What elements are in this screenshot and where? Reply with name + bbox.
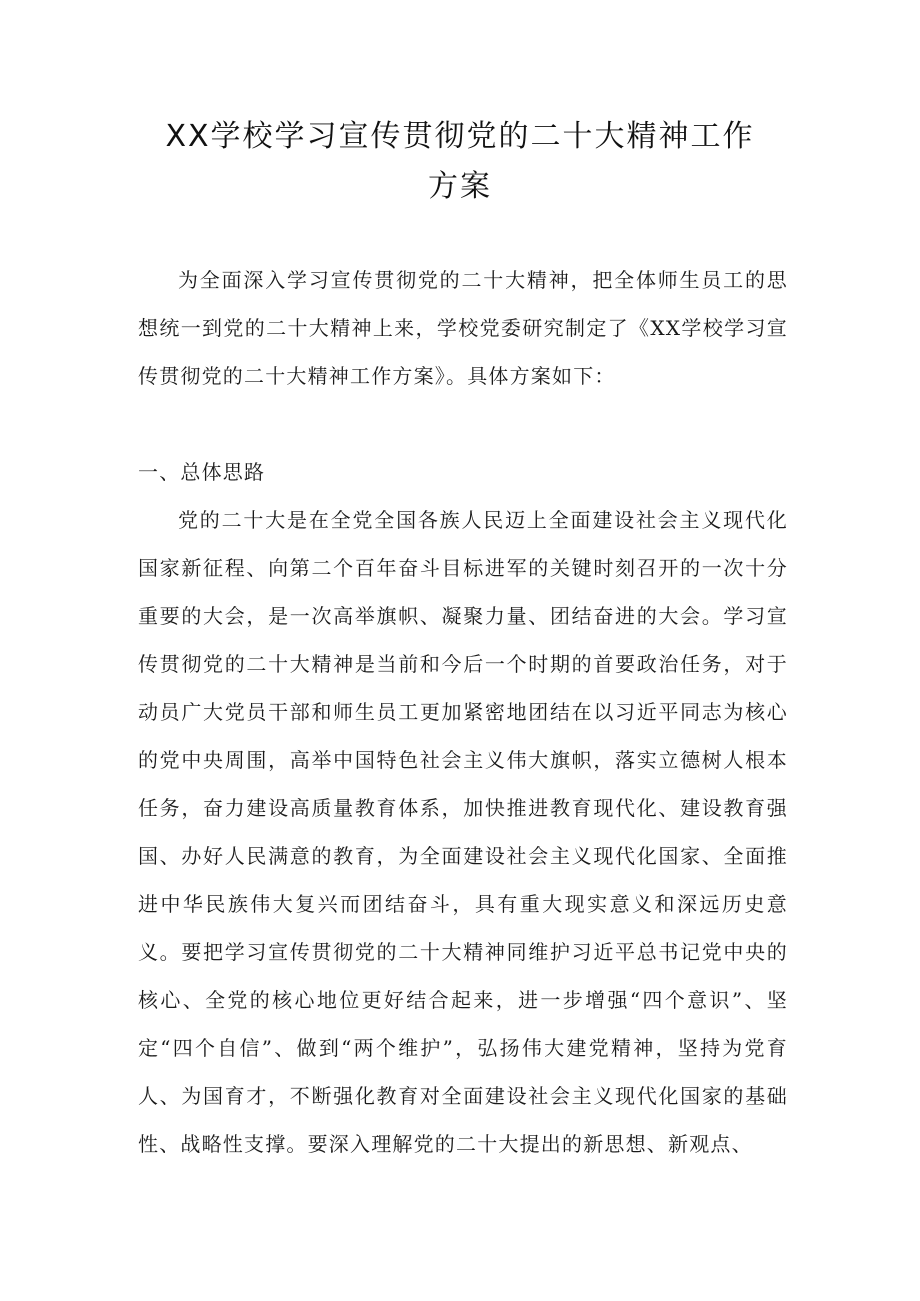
title-line-1: XX学校学习宣传贯彻党的二十大精神工作 <box>165 119 755 154</box>
section-paragraph: 党的二十大是在全党全国各族人民迈上全面建设社会主义现代化国家新征程、向第二个百年奋斗目标进军的关键时刻召开的一次十分重要的大会，是一次高举旗帜、凝聚力量、团结奋进的大会。学习宣传贯彻党的二十大精神是当前和今后一个时期的首要政治任务，对于动员广大党员干部和师生员工更加紧密地团结在以习近平同志为核心的党中央周围，高举中国特色社会主义伟大旗帜，落实立德树人根本任务，奋力建设高质量教育体系，加快推进教育现代化、建设教育强国、办好人民满意的教育，为全面建设社会主义现代化国家、全面推进中华民族伟大复兴而团结奋斗，具有重大现实意义和深远历史意义。要把学习宣传贯彻党的二十大精神同维护习近平总书记党中央的核心、全党的核心地位更好结合起来，进一步增强“四个意识”、坚定“四个自信”、做到“两个维护”，弘扬伟大建党精神，坚持为党育人、为国育才，不断强化教育对全面建设社会主义现代化国家的基础性、战略性支撑。要深入理解党的二十大提出的新思想、新观点、 <box>138 508 788 1156</box>
section-heading-overall-approach: 一、总体思路 <box>138 460 266 484</box>
intro-paragraph: 为全面深入学习宣传贯彻党的二十大精神，把全体师生员工的思想统一到党的二十大精神上来，学校党委研究制定了《XX学校学习宣传贯彻党的二十大精神工作方案》。具体方案如下： <box>138 268 788 388</box>
document-title <box>120 112 800 212</box>
document-body <box>138 256 788 1168</box>
title-line-2: 方案 <box>428 169 492 204</box>
